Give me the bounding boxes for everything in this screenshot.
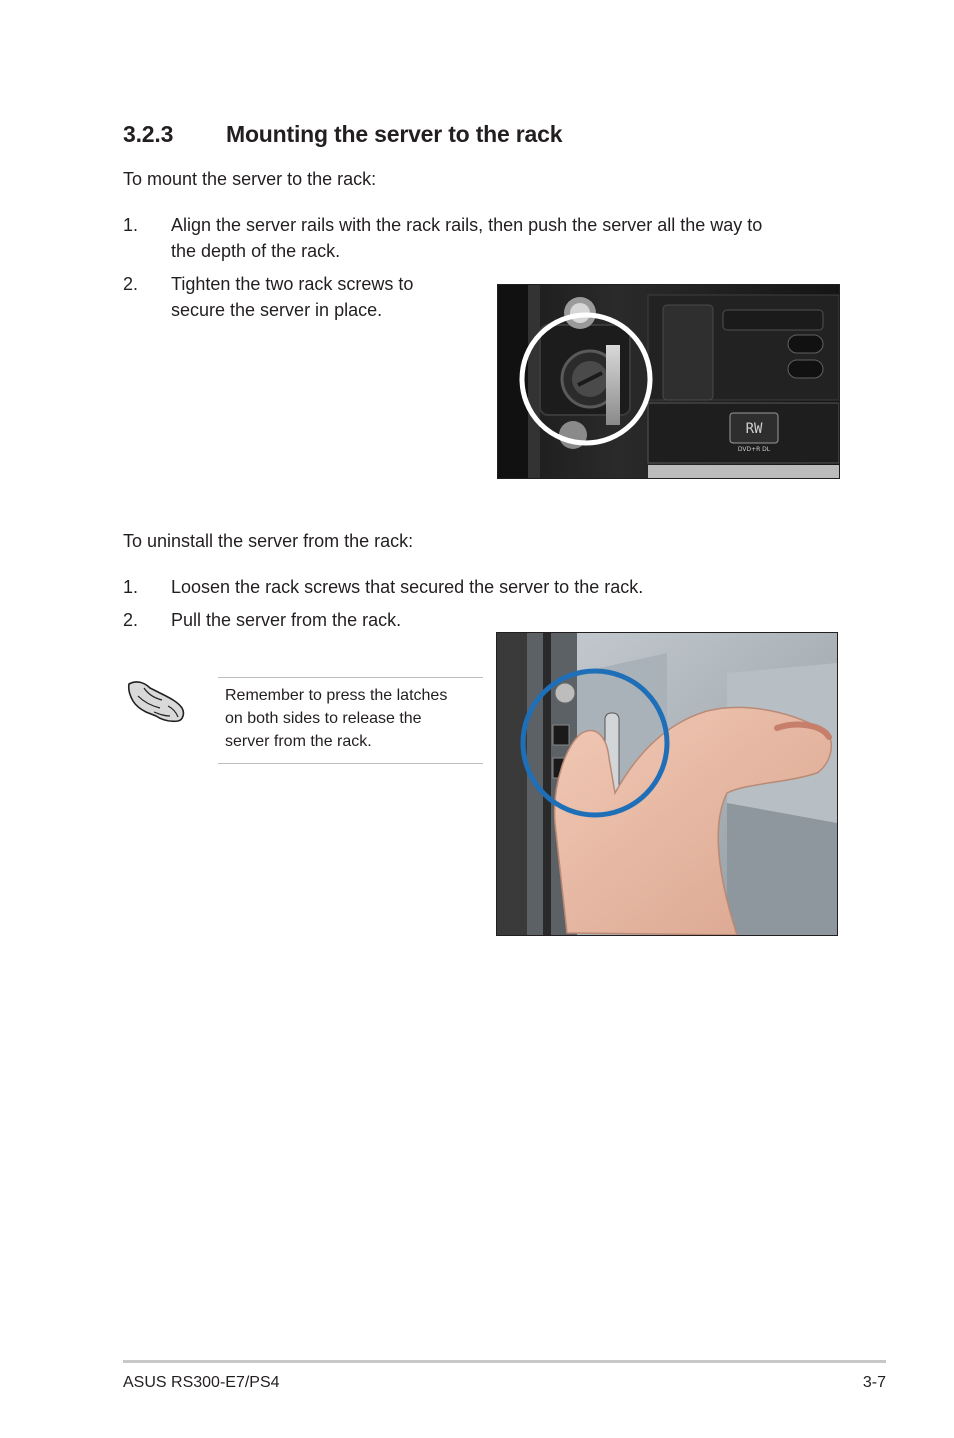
footer-product-name: ASUS RS300-E7/PS4 <box>123 1374 280 1391</box>
mount-intro: To mount the server to the rack: <box>123 169 377 189</box>
note-text <box>225 684 483 753</box>
rack-screw-illustration <box>498 285 839 478</box>
step-number: 1. <box>123 215 139 235</box>
uninstall-step-1 <box>123 574 843 600</box>
section-title: Mounting the server to the rack <box>226 121 563 147</box>
mount-step-2 <box>123 271 483 323</box>
section-heading <box>123 121 562 148</box>
mount-step-1 <box>123 212 843 264</box>
uninstall-step-2 <box>123 607 483 633</box>
note-line-2: on both sides to release the <box>225 710 422 727</box>
step-text-line-2: the depth of the rack. <box>171 241 341 261</box>
uninstall-intro: To uninstall the server from the rack: <box>123 531 414 551</box>
step-text: Loosen the rack screws that secured the server to the rack. <box>171 577 644 597</box>
latch-release-photo <box>496 632 838 936</box>
step-number: 2. <box>123 610 139 630</box>
drive-badge: RW <box>745 421 763 437</box>
step-text-line-1: Align the server rails with the rack rails, then push the server all the way to <box>171 215 763 235</box>
step-number: 1. <box>123 577 139 597</box>
step-text-line-2: secure the server in place. <box>171 300 383 320</box>
section-number: 3.2.3 <box>123 121 174 147</box>
pointing-hand-icon <box>126 676 188 726</box>
footer-rule <box>123 1360 886 1363</box>
footer-page-number: 3-7 <box>862 1374 886 1391</box>
note-line-3: server from the rack. <box>225 733 372 750</box>
note-line-1: Remember to press the latches <box>225 687 448 704</box>
step-text: Pull the server from the rack. <box>171 610 402 630</box>
latch-release-illustration <box>497 633 837 935</box>
step-text-line-1: Tighten the two rack screws to <box>171 274 414 294</box>
rack-screw-photo <box>497 284 840 479</box>
drive-badge-sub: DVD+R DL <box>737 446 771 453</box>
note-top-rule <box>218 677 483 678</box>
note-bottom-rule <box>218 763 483 764</box>
step-number: 2. <box>123 274 139 294</box>
